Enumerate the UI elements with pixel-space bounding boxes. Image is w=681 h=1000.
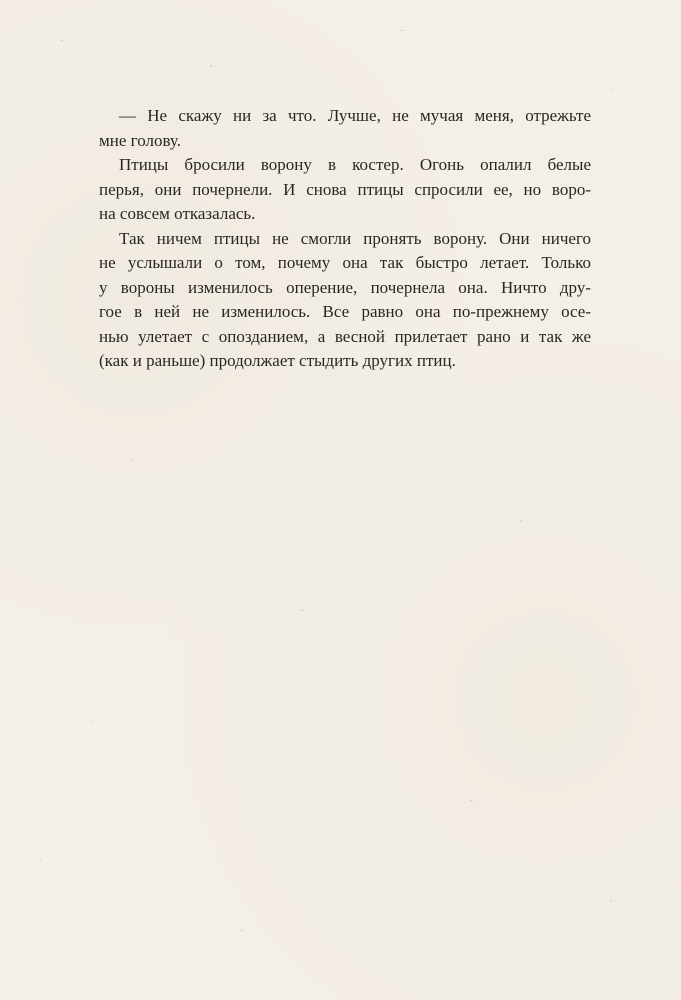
paper-fiber xyxy=(610,88,612,89)
paper-fiber xyxy=(400,30,404,31)
text-line: перья, они почернели. И снова птицы спросили ее, но воро- xyxy=(99,179,591,199)
text-line: на совсем отказалась. xyxy=(99,204,256,223)
text-line: гое в ней не изменилось. Все равно она по-прежнему осе- xyxy=(99,302,591,321)
paper-fiber xyxy=(130,460,133,461)
paper-fiber xyxy=(470,800,473,801)
paper-fiber xyxy=(210,65,212,67)
text-line: (как и раньше) продолжает стыдить других птиц. xyxy=(99,351,456,370)
text-line: Так ничем птицы не смогли пронять ворону. Они ничего xyxy=(119,228,591,248)
text-line: не услышали о том, почему она так быстро летает. Только xyxy=(99,253,591,272)
text-line: нью улетает с опозданием, а весной прилетает рано и так же xyxy=(99,326,591,346)
paper-fiber xyxy=(610,900,612,902)
paper-fiber xyxy=(90,720,92,721)
paper-fiber xyxy=(240,930,243,931)
book-page-text xyxy=(99,104,591,374)
paper-fiber xyxy=(300,610,304,611)
text-line: у вороны изменилось оперение, почернела она. Ничто дру- xyxy=(99,277,591,297)
text-line: Птицы бросили ворону в костер. Огонь опалил белые xyxy=(119,155,591,174)
text-line: — Не скажу ни за что. Лучше, не мучая меня, отрежьте xyxy=(119,106,591,125)
text-line: мне голову. xyxy=(99,130,181,150)
paper-fiber xyxy=(60,40,63,41)
paper-fiber xyxy=(40,860,42,861)
paper-fiber xyxy=(520,520,522,522)
